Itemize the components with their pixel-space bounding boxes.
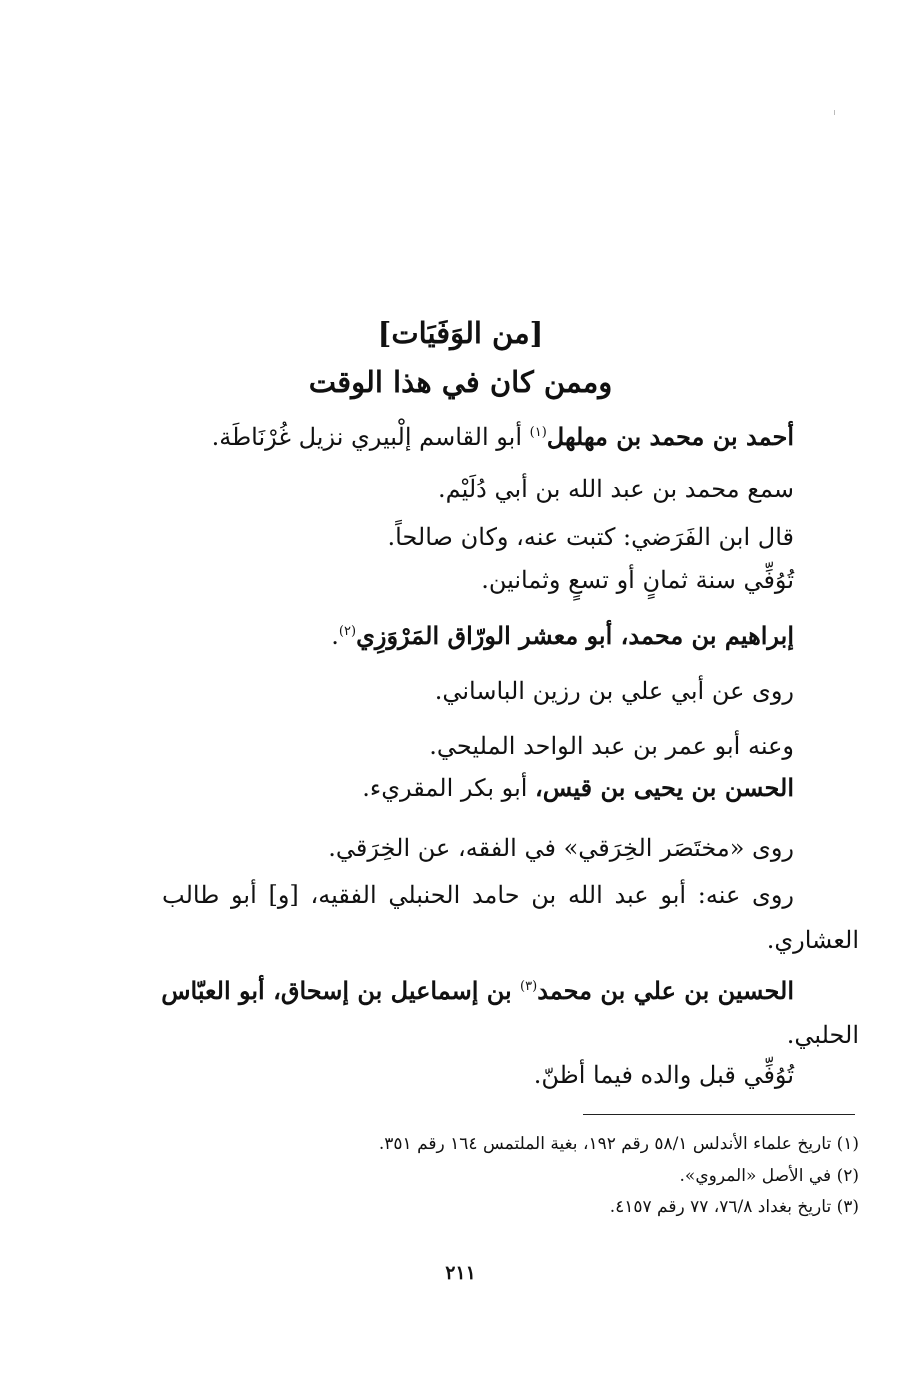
entry-4-name: الحسين بن علي بن محمد	[537, 976, 794, 1005]
section-heading: [من الوَفَيَات]	[377, 316, 544, 350]
entry-2-name: إبراهيم بن محمد، أبو معشر الورّاق المَرْوَزِي	[356, 621, 794, 650]
footnote-ref-1: (١)	[529, 425, 547, 440]
entry-2-rest: .	[331, 622, 339, 650]
entry-4-line-1: تُوُفِّي قبل والده فيما أظنّ.	[533, 1061, 794, 1089]
entry-1-rest: أبو القاسم إلْبيري نزيل غُرْنَاطَة.	[211, 423, 530, 451]
entry-4-continuation: الحلبي.	[786, 1021, 859, 1049]
footnote-2: (٢) في الأصل «المروي».	[679, 1166, 859, 1186]
entry-3-rest: أبو بكر المقريء.	[362, 774, 536, 802]
footnote-1: (١) تاريخ علماء الأندلس ٥٨/١ رقم ١٩٢، بغية الملتمس ١٦٤ رقم ٣٥١.	[378, 1134, 859, 1154]
section-subheading: وممن كان في هذا الوقت	[308, 365, 613, 399]
entry-2-title	[331, 621, 794, 651]
entry-3-name: الحسن بن يحيى بن قيس،	[535, 773, 794, 802]
entry-1-line-2: قال ابن الفَرَضي: كتبت عنه، وكان صالحاً.	[387, 523, 794, 551]
entry-1-line-1: سمع محمد بن عبد الله بن أبي دُلَيْم.	[437, 475, 794, 503]
entry-1-title	[212, 422, 794, 452]
entry-1-line-3: تُوُفِّي سنة ثمانٍ أو تسعٍ وثمانين.	[481, 566, 794, 594]
scan-speck	[834, 110, 835, 115]
entry-3-line-3: العشاري.	[766, 926, 859, 954]
entry-1-name: أحمد بن محمد بن مهلهل	[546, 422, 794, 451]
footnote-ref-3: (٣)	[520, 979, 538, 994]
footnote-3: (٣) تاريخ بغداد ٧٦/٨، ٧٧ رقم ٤١٥٧.	[609, 1197, 859, 1217]
entry-3-line-2: روى عنه: أبو عبد الله بن حامد الحنبلي الفقيه، [و] أبو طالب	[162, 881, 794, 909]
page-number: ٢١١	[445, 1262, 476, 1284]
entry-2-line-1: روى عن أبي علي بن رزين الباساني.	[434, 677, 794, 705]
entry-3-title	[362, 773, 794, 803]
entry-4-title	[162, 976, 794, 1006]
footnote-separator	[583, 1114, 855, 1115]
footnote-ref-2: (٢)	[338, 624, 357, 639]
entry-4-name-continued: بن إسماعيل بن إسحاق، أبو العبّاس	[161, 976, 521, 1005]
entry-2-line-2: وعنه أبو عمر بن عبد الواحد المليحي.	[429, 732, 794, 760]
entry-3-line-1: روى «مختَصَر الخِرَقي» في الفقه، عن الخِرَقي.	[328, 834, 794, 862]
